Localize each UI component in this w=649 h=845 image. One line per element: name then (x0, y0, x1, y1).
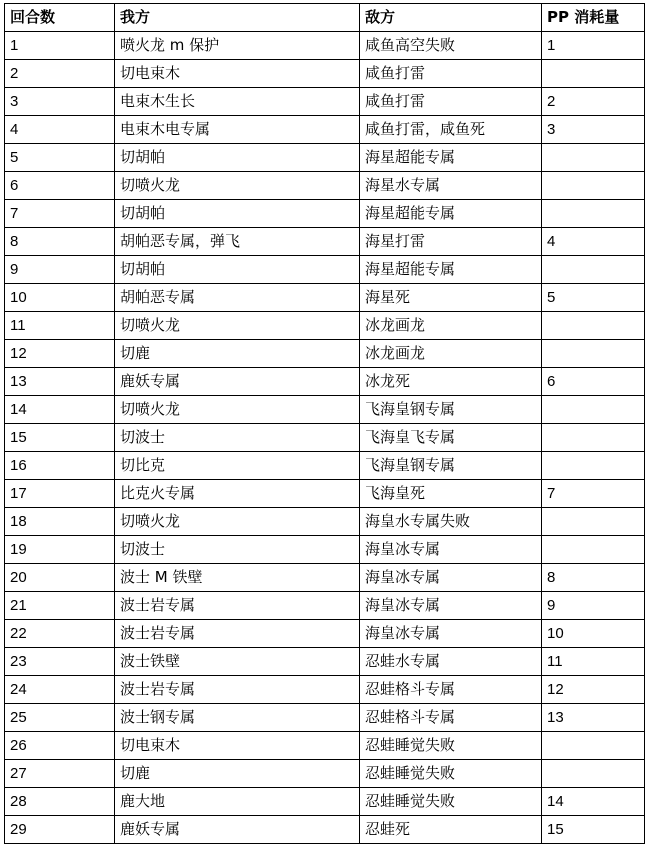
cell-enemy-action: 海皇水专属失败 (360, 508, 542, 536)
header-row (5, 4, 645, 32)
table-row (5, 536, 645, 564)
cell-pp-cost: 13 (542, 704, 645, 732)
cell-enemy-action: 咸鱼打雷 (360, 88, 542, 116)
cell-round: 24 (5, 676, 115, 704)
cell-enemy-action: 海星超能专属 (360, 144, 542, 172)
cell-pp-cost: 2 (542, 88, 645, 116)
table-row (5, 116, 645, 144)
cell-my-action: 切喷火龙 (115, 172, 360, 200)
table-row (5, 172, 645, 200)
cell-pp-cost (542, 508, 645, 536)
header-enemy-side: 敌方 (360, 4, 542, 32)
cell-pp-cost: 7 (542, 480, 645, 508)
cell-round: 1 (5, 32, 115, 60)
cell-round: 7 (5, 200, 115, 228)
cell-my-action: 切电束木 (115, 60, 360, 88)
table-row (5, 592, 645, 620)
cell-my-action: 切胡帕 (115, 256, 360, 284)
table-row (5, 452, 645, 480)
cell-enemy-action: 忍蛙水专属 (360, 648, 542, 676)
table-row (5, 200, 645, 228)
cell-enemy-action: 飞海皇钢专属 (360, 396, 542, 424)
cell-pp-cost: 14 (542, 788, 645, 816)
cell-round: 9 (5, 256, 115, 284)
cell-enemy-action: 海星打雷 (360, 228, 542, 256)
cell-my-action: 切胡帕 (115, 144, 360, 172)
cell-round: 27 (5, 760, 115, 788)
cell-pp-cost: 5 (542, 284, 645, 312)
cell-round: 15 (5, 424, 115, 452)
cell-enemy-action: 冰龙死 (360, 368, 542, 396)
cell-pp-cost (542, 424, 645, 452)
cell-enemy-action: 忍蛙死 (360, 816, 542, 844)
cell-my-action: 电束木生长 (115, 88, 360, 116)
cell-pp-cost: 11 (542, 648, 645, 676)
cell-round: 19 (5, 536, 115, 564)
table-row (5, 284, 645, 312)
cell-round: 3 (5, 88, 115, 116)
cell-pp-cost (542, 172, 645, 200)
cell-round: 21 (5, 592, 115, 620)
cell-enemy-action: 海皇冰专属 (360, 620, 542, 648)
cell-enemy-action: 咸鱼高空失败 (360, 32, 542, 60)
table-row (5, 788, 645, 816)
cell-pp-cost (542, 536, 645, 564)
cell-pp-cost (542, 200, 645, 228)
cell-round: 25 (5, 704, 115, 732)
cell-enemy-action: 海皇冰专属 (360, 536, 542, 564)
cell-my-action: 切电束木 (115, 732, 360, 760)
cell-pp-cost (542, 732, 645, 760)
table-row (5, 88, 645, 116)
cell-round: 16 (5, 452, 115, 480)
cell-round: 5 (5, 144, 115, 172)
cell-my-action: 波士岩专属 (115, 676, 360, 704)
cell-round: 14 (5, 396, 115, 424)
table-row (5, 480, 645, 508)
cell-enemy-action: 咸鱼打雷 (360, 60, 542, 88)
cell-enemy-action: 飞海皇飞专属 (360, 424, 542, 452)
cell-round: 20 (5, 564, 115, 592)
table-row (5, 424, 645, 452)
cell-my-action: 切喷火龙 (115, 508, 360, 536)
battle-log-table (4, 3, 645, 844)
table-row (5, 32, 645, 60)
table-row (5, 508, 645, 536)
cell-enemy-action: 忍蛙睡觉失败 (360, 788, 542, 816)
cell-round: 12 (5, 340, 115, 368)
table-row (5, 396, 645, 424)
table-row (5, 564, 645, 592)
cell-pp-cost (542, 312, 645, 340)
cell-round: 23 (5, 648, 115, 676)
cell-round: 13 (5, 368, 115, 396)
cell-my-action: 胡帕恶专属 (115, 284, 360, 312)
cell-enemy-action: 海皇冰专属 (360, 592, 542, 620)
cell-pp-cost: 15 (542, 816, 645, 844)
table-row (5, 228, 645, 256)
table-row (5, 620, 645, 648)
cell-enemy-action: 海星超能专属 (360, 256, 542, 284)
cell-my-action: 切鹿 (115, 760, 360, 788)
cell-my-action: 波士铁壁 (115, 648, 360, 676)
table-row (5, 368, 645, 396)
table-row (5, 648, 645, 676)
cell-enemy-action: 海星水专属 (360, 172, 542, 200)
cell-round: 11 (5, 312, 115, 340)
cell-round: 28 (5, 788, 115, 816)
cell-my-action: 切胡帕 (115, 200, 360, 228)
cell-pp-cost (542, 760, 645, 788)
cell-pp-cost: 10 (542, 620, 645, 648)
cell-round: 2 (5, 60, 115, 88)
cell-enemy-action: 咸鱼打雷，咸鱼死 (360, 116, 542, 144)
cell-enemy-action: 海皇冰专属 (360, 564, 542, 592)
table-row (5, 60, 645, 88)
cell-my-action: 波士岩专属 (115, 620, 360, 648)
cell-pp-cost: 1 (542, 32, 645, 60)
cell-round: 8 (5, 228, 115, 256)
cell-pp-cost: 12 (542, 676, 645, 704)
cell-my-action: 波士 M 铁壁 (115, 564, 360, 592)
cell-pp-cost: 4 (542, 228, 645, 256)
cell-my-action: 比克火专属 (115, 480, 360, 508)
cell-my-action: 波士钢专属 (115, 704, 360, 732)
cell-round: 22 (5, 620, 115, 648)
cell-my-action: 切鹿 (115, 340, 360, 368)
cell-my-action: 切喷火龙 (115, 396, 360, 424)
cell-my-action: 波士岩专属 (115, 592, 360, 620)
cell-round: 18 (5, 508, 115, 536)
table-row (5, 340, 645, 368)
cell-enemy-action: 忍蛙睡觉失败 (360, 760, 542, 788)
cell-enemy-action: 忍蛙格斗专属 (360, 676, 542, 704)
cell-pp-cost: 6 (542, 368, 645, 396)
cell-round: 4 (5, 116, 115, 144)
cell-enemy-action: 忍蛙格斗专属 (360, 704, 542, 732)
table-row (5, 256, 645, 284)
cell-round: 6 (5, 172, 115, 200)
cell-enemy-action: 海星死 (360, 284, 542, 312)
cell-pp-cost (542, 452, 645, 480)
cell-pp-cost (542, 396, 645, 424)
header-my-side: 我方 (115, 4, 360, 32)
header-pp-cost: PP 消耗量 (542, 4, 645, 32)
cell-pp-cost: 3 (542, 116, 645, 144)
cell-round: 10 (5, 284, 115, 312)
cell-pp-cost: 9 (542, 592, 645, 620)
cell-my-action: 切比克 (115, 452, 360, 480)
cell-my-action: 切波士 (115, 424, 360, 452)
cell-round: 17 (5, 480, 115, 508)
table-row (5, 732, 645, 760)
cell-my-action: 电束木电专属 (115, 116, 360, 144)
table-row (5, 312, 645, 340)
cell-my-action: 切波士 (115, 536, 360, 564)
cell-pp-cost (542, 60, 645, 88)
cell-round: 29 (5, 816, 115, 844)
table-row (5, 704, 645, 732)
cell-enemy-action: 海星超能专属 (360, 200, 542, 228)
cell-enemy-action: 忍蛙睡觉失败 (360, 732, 542, 760)
cell-my-action: 胡帕恶专属，弹飞 (115, 228, 360, 256)
cell-enemy-action: 飞海皇钢专属 (360, 452, 542, 480)
table-row (5, 676, 645, 704)
cell-my-action: 鹿大地 (115, 788, 360, 816)
table-row (5, 760, 645, 788)
table-row (5, 144, 645, 172)
cell-my-action: 鹿妖专属 (115, 368, 360, 396)
cell-pp-cost (542, 144, 645, 172)
cell-enemy-action: 飞海皇死 (360, 480, 542, 508)
cell-pp-cost (542, 340, 645, 368)
cell-my-action: 喷火龙 m 保护 (115, 32, 360, 60)
cell-enemy-action: 冰龙画龙 (360, 312, 542, 340)
cell-round: 26 (5, 732, 115, 760)
cell-my-action: 切喷火龙 (115, 312, 360, 340)
cell-enemy-action: 冰龙画龙 (360, 340, 542, 368)
table-row (5, 816, 645, 844)
cell-pp-cost (542, 256, 645, 284)
header-round: 回合数 (5, 4, 115, 32)
cell-pp-cost: 8 (542, 564, 645, 592)
cell-my-action: 鹿妖专属 (115, 816, 360, 844)
